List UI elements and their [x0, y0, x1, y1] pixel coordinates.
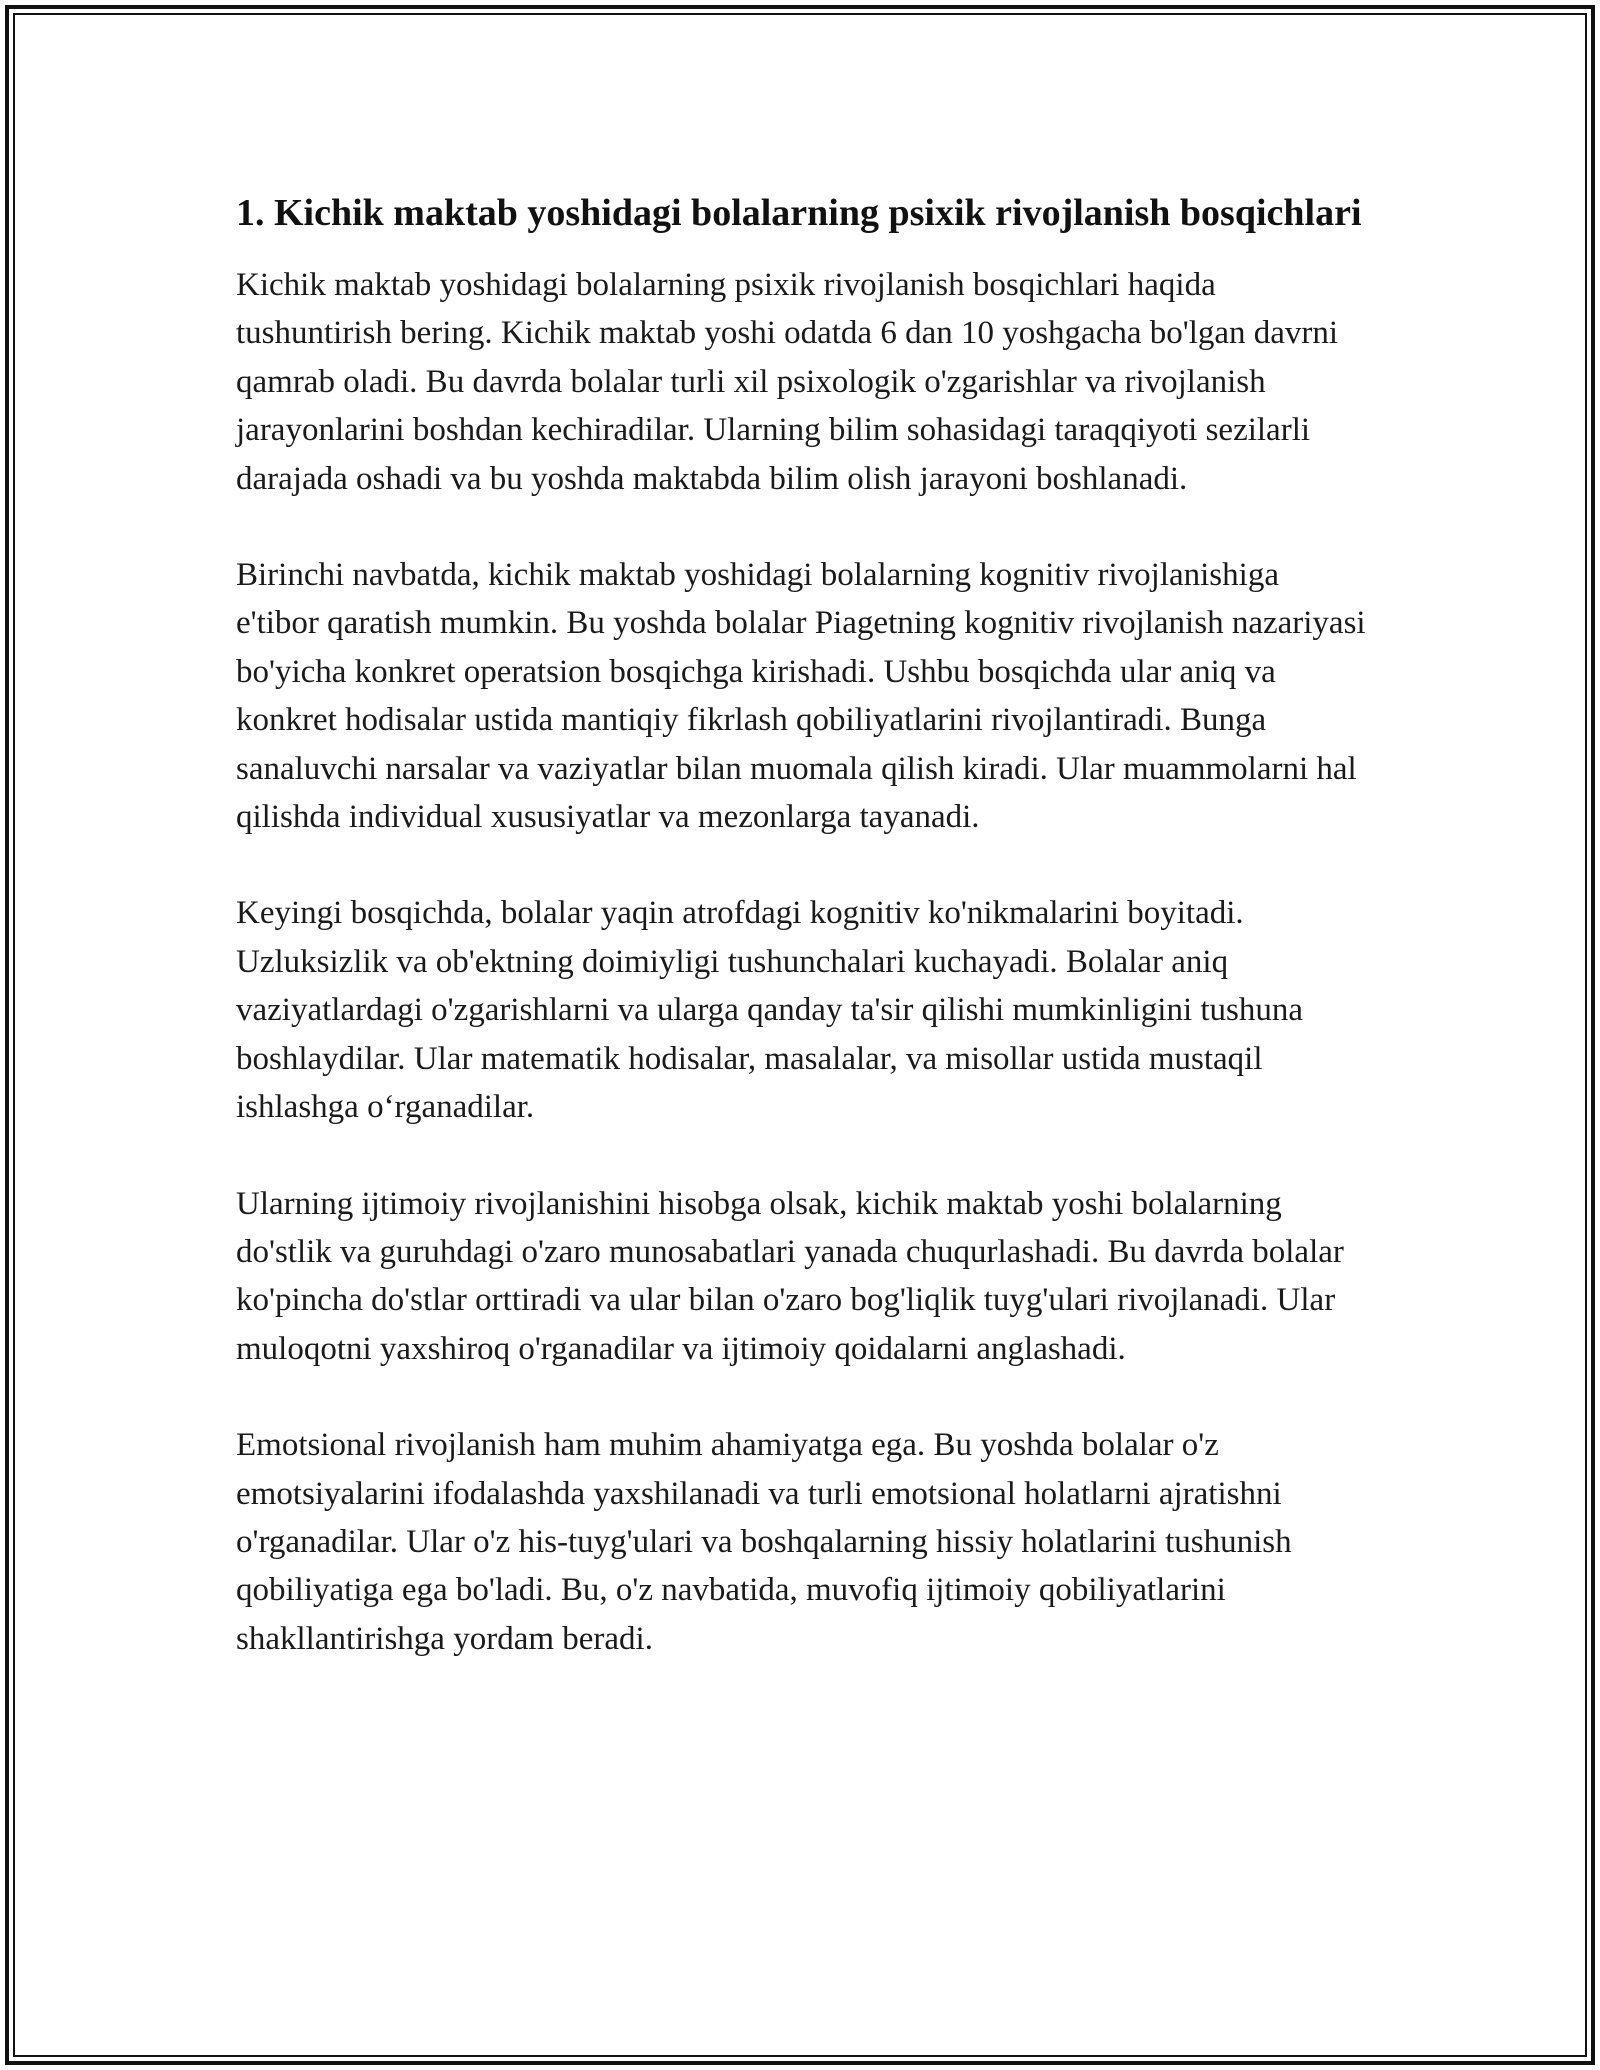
paragraph-emotional: Emotsional rivojlanish ham muhim ahamiyatga ega. Bu yoshda bolalar o'z emotsiyalarini ifodalashda yaxshilanadi va turli emotsional holatlarni ajratishni o'rganadilar. Ular o'z his-tuyg'ulari va boshqalarning hissiy holatlarini tushunish qobiliyatiga ega bo'ladi. Bu, o'z navbatida, muvofiq ijtimoiy qobiliyatlarini shakllantirishga yordam beradi.	[236, 1427, 1292, 1657]
document-body	[236, 186, 1366, 1711]
paragraph-social: Ularning ijtimoiy rivojlanishini hisobga olsak, kichik maktab yoshi bolalarning do'stlik va guruhdagi o'zaro munosabatlari yanada chuqurlashadi. Bu davrda bolalar ko'pincha do'stlar orttiradi va ular bilan o'zaro bog'liqlik tuyg'ulari rivojlanadi. Ular muloqotni yaxshiroq o'rganadilar va ijtimoiy qoidalarni anglashadi.	[236, 1185, 1344, 1367]
section-heading: 1. Kichik maktab yoshidagi bolalarning psixik rivojlanish bosqichlari	[236, 192, 1362, 234]
paragraph-next-stage: Keyingi bosqichda, bolalar yaqin atrofdagi kognitiv ko'nikmalarini boyitadi. Uzluksizlik va ob'ektning doimiyligi tushunchalari kuchayadi. Bolalar aniq vaziyatlardagi o'zgarishlarni va ularga qanday ta'sir qilishi mumkinligini tushuna boshlaydilar. Ular matematik hodisalar, masalalar, va misollar ustida mustaqil ishlashga o‘rganadilar.	[236, 895, 1304, 1126]
paragraph-intro: Kichik maktab yoshidagi bolalarning psixik rivojlanish bosqichlari haqida tushuntirish bering. Kichik maktab yoshi odatda 6 dan 10 yoshgacha bo'lgan davrni qamrab oladi. Bu davrda bolalar turli xil psixologik o'zgarishlar va rivojlanish jarayonlarini boshdan kechiradilar. Ularning bilim sohasidagi taraqqiyoti sezilarli darajada oshadi va bu yoshda maktabda bilim olish jarayoni boshlanadi.	[236, 267, 1339, 497]
paragraph-cognitive: Birinchi navbatda, kichik maktab yoshidagi bolalarning kognitiv rivojlanishiga e'tibor qaratish mumkin. Bu yoshda bolalar Piagetning kognitiv rivojlanish nazariyasi bo'yicha konkret operatsion bosqichga kirishadi. Ushbu bosqichda ular aniq va konkret hodisalar ustida mantiqiy fikrlash qobiliyatlarini rivojlantiradi. Bunga sanaluvchi narsalar va vaziyatlar bilan muomala qilish kiradi. Ular muammolarni hal qilishda individual xususiyatlar va mezonlarga tayanadi.	[236, 557, 1366, 836]
